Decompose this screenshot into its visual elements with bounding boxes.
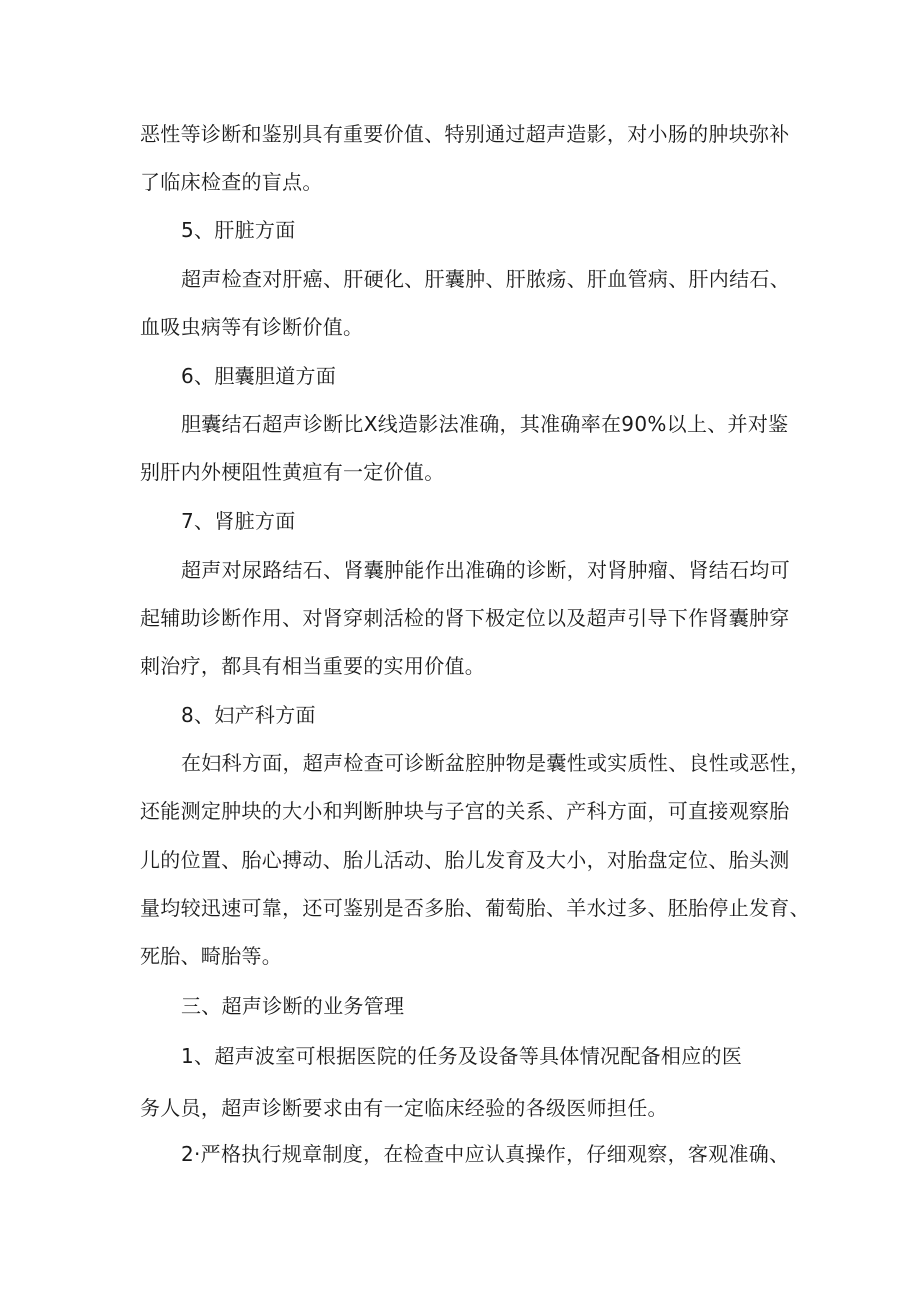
body-text-line: 恶性等诊断和鉴别具有重要价值、特别通过超声造影，对小肠的肿块弥补 <box>140 122 790 146</box>
section-heading-obgyn: 8、妇产科方面 <box>181 703 316 727</box>
body-text-line: 了临床检查的盲点。 <box>140 170 323 194</box>
body-text-line: 死胎、畸胎等。 <box>140 944 283 968</box>
body-text-line: 起辅助诊断作用、对肾穿刺活检的肾下极定位以及超声引导下作肾囊肿穿 <box>140 606 790 630</box>
body-text-line: 1、超声波室可根据医院的任务及设备等具体情况配备相应的医 <box>181 1044 743 1068</box>
body-text-line: 超声检查对肝癌、肝硬化、肝囊肿、肝脓疡、肝血管病、肝内结石、 <box>181 267 790 291</box>
body-text-line: 血吸虫病等有诊断价值。 <box>140 315 364 339</box>
section-heading-kidney: 7、肾脏方面 <box>181 509 296 533</box>
section-heading-management: 三、超声诊断的业务管理 <box>181 994 405 1018</box>
body-text-line: 超声对尿路结石、肾囊肿能作出准确的诊断，对肾肿瘤、肾结石均可 <box>181 558 790 582</box>
body-text-line: 在妇科方面，超声检查可诊断盆腔肿物是囊性或实质性、良性或恶性， <box>181 751 811 775</box>
body-text-line: 量均较迅速可靠，还可鉴别是否多胎、葡萄胎、羊水过多、胚胎停止发育、 <box>140 896 810 920</box>
body-text-line: 别肝内外梗阻性黄疸有一定价值。 <box>140 460 445 484</box>
body-text-line: 儿的位置、胎心搏动、胎儿活动、胎儿发育及大小，对胎盘定位、胎头测 <box>140 848 790 872</box>
body-text-line: 2·严格执行规章制度，在检查中应认真操作，仔细观察，客观准确、 <box>181 1142 790 1166</box>
body-text-line: 务人员，超声诊断要求由有一定临床经验的各级医师担任。 <box>140 1096 668 1120</box>
section-heading-gallbladder: 6、胆囊胆道方面 <box>181 364 337 388</box>
section-heading-liver: 5、肝脏方面 <box>181 218 296 242</box>
body-text-line: 还能测定肿块的大小和判断肿块与子宫的关系、产科方面，可直接观察胎 <box>140 799 790 823</box>
body-text-line: 胆囊结石超声诊断比X线造影法准确，其准确率在90%以上、并对鉴 <box>181 412 789 436</box>
body-text-line: 刺治疗，都具有相当重要的实用价值。 <box>140 654 486 678</box>
